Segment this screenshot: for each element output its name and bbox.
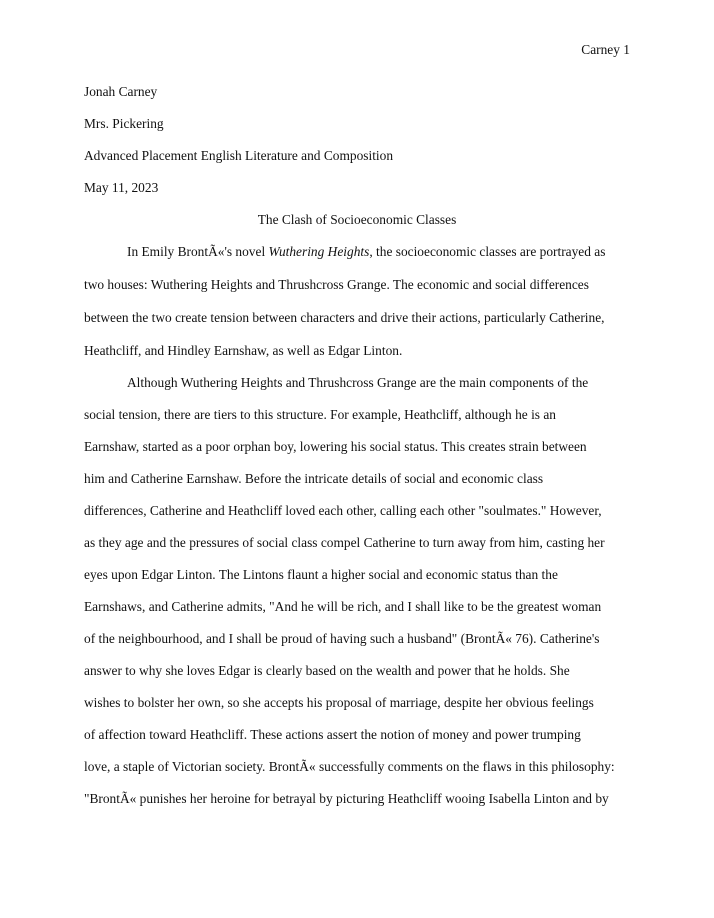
paragraph-line: Although Wuthering Heights and Thrushcross Grange are the main components of the [127,375,589,390]
paragraph-line: as they age and the pressures of social class compel Catherine to turn away from him, casting her [84,535,605,550]
running-head: Carney 1 [581,42,630,57]
novel-title: Wuthering Heights [268,244,370,259]
paragraph-line: between the two create tension between characters and drive their actions, particularly Catherine, [84,310,605,325]
paragraph-line: Earnshaw, started as a poor orphan boy, lowering his social status. This creates strain between [84,439,587,454]
instructor-name: Mrs. Pickering [84,116,164,131]
paragraph-line: social tension, there are tiers to this structure. For example, Heathcliff, although he is an [84,407,557,422]
paragraph-line: two houses: Wuthering Heights and Thrushcross Grange. The economic and social differences [84,277,589,292]
paragraph-line: Earnshaws, and Catherine admits, "And he will be rich, and I shall like to be the greatest woman [84,599,602,614]
paragraph-line: love, a staple of Victorian society. BrontÃ« successfully comments on the flaws in this philosophy: [84,759,615,774]
paragraph-line: him and Catherine Earnshaw. Before the intricate details of social and economic class [84,471,544,486]
paragraph-text: In Emily BrontÃ«'s novel [127,244,269,259]
paragraph-line: "BrontÃ« punishes her heroine for betrayal by picturing Heathcliff wooing Isabella Linton and by [84,791,609,806]
paragraph-line [127,243,605,261]
course-name: Advanced Placement English Literature and Composition [84,148,394,163]
author-name: Jonah Carney [84,84,158,99]
paragraph-line: differences, Catherine and Heathcliff loved each other, calling each other "soulmates." However, [84,503,602,518]
essay-title: The Clash of Socioeconomic Classes [257,212,457,227]
date: May 11, 2023 [84,180,159,195]
paragraph-line: answer to why she loves Edgar is clearly based on the wealth and power that he holds. She [84,663,570,678]
paragraph-line: wishes to bolster her own, so she accepts his proposal of marriage, despite her obvious feelings [84,695,594,710]
paragraph-line: eyes upon Edgar Linton. The Lintons flaunt a higher social and economic status than the [84,567,558,582]
paragraph-text: , the socioeconomic classes are portrayed as [369,244,606,259]
paragraph-line: of affection toward Heathcliff. These actions assert the notion of money and power trumping [84,727,581,742]
paragraph-line: of the neighbourhood, and I shall be proud of having such a husband" (BrontÃ« 76). Catherine's [84,631,600,646]
paragraph-line: Heathcliff, and Hindley Earnshaw, as well as Edgar Linton. [84,343,403,358]
